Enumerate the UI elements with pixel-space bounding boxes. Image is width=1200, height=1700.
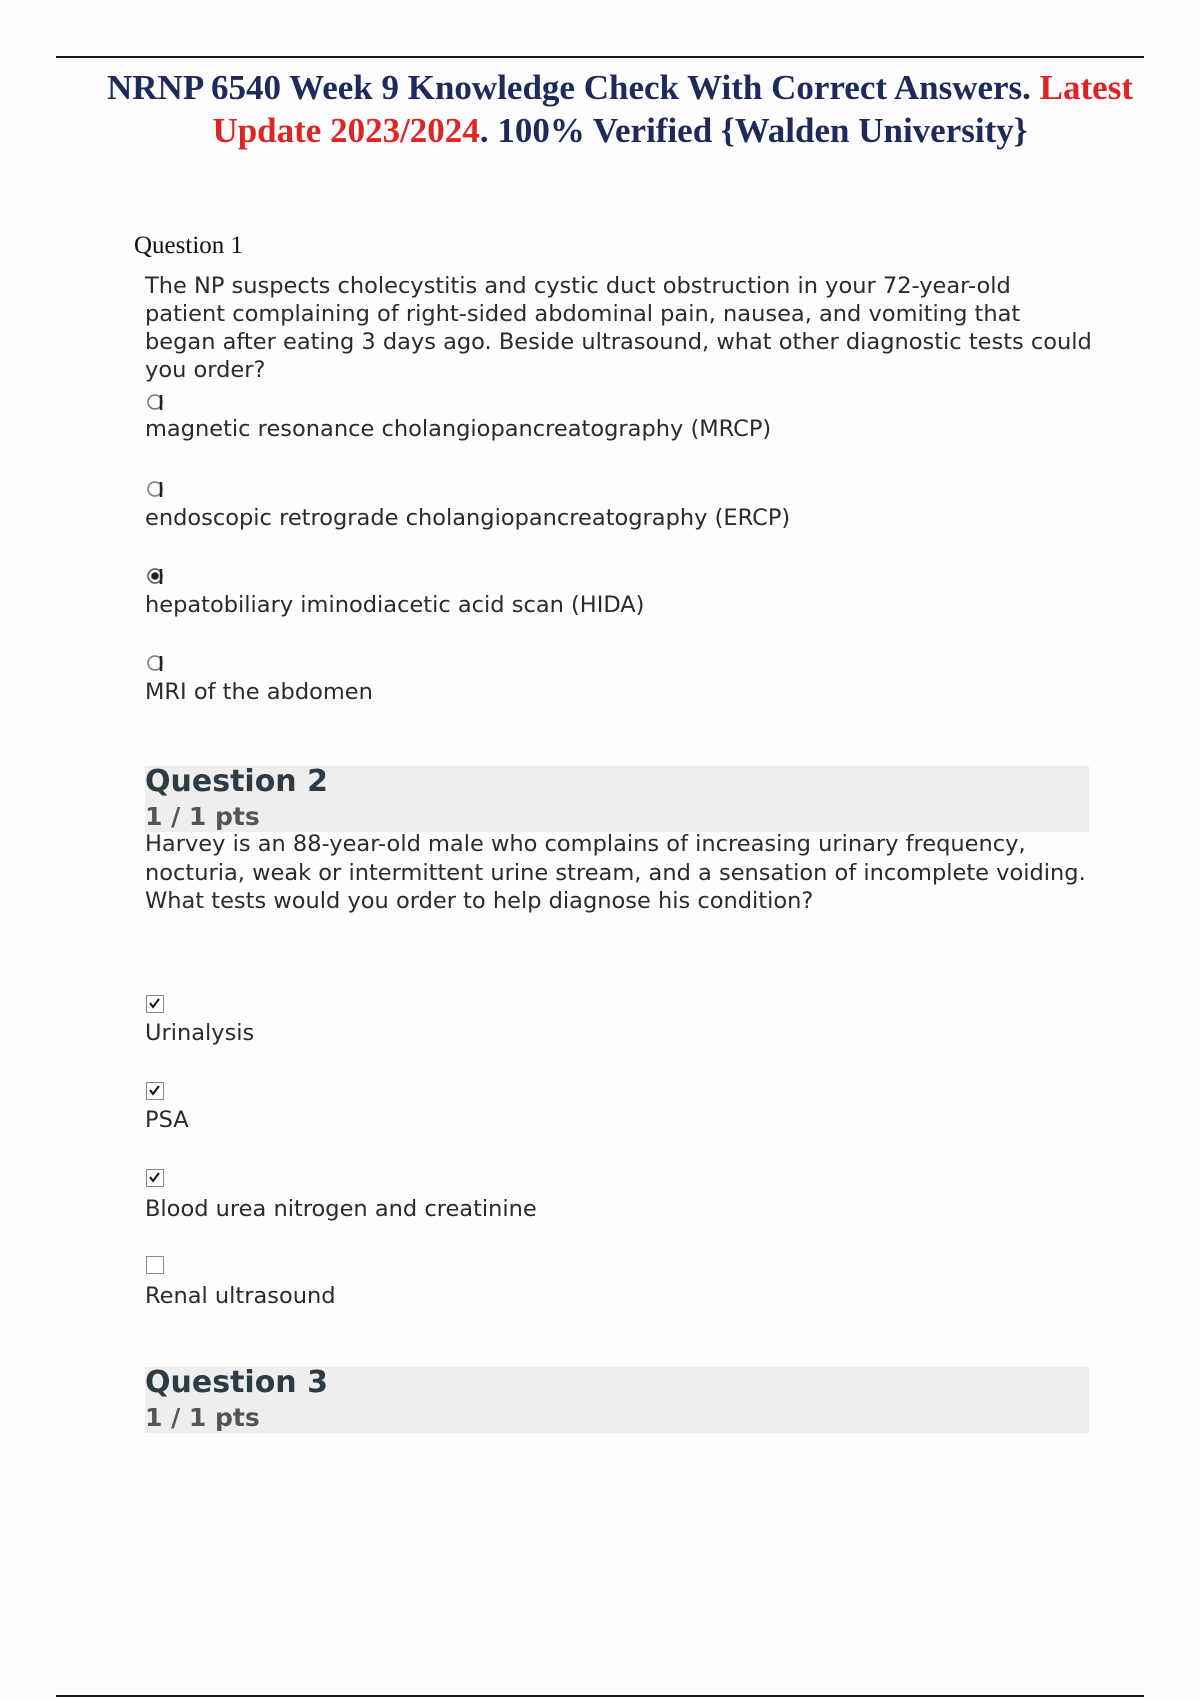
q1-option-3-radio[interactable]: [146, 567, 168, 589]
question-1-text: The NP suspects cholecystitis and cystic duct obstruction in your 72-year-old patient complaining of right-sided abdominal pain, nausea, and vomiting that began after eating 3 days ago. Beside ultrasound, what other diagnostic tests could you order?: [145, 273, 1092, 383]
q2-option-4-checkbox[interactable]: [146, 1256, 164, 1274]
title-part1: NRNP 6540 Week 9 Knowledge Check With Correct Answers.: [107, 68, 1040, 107]
q1-option-2-radio[interactable]: [146, 480, 168, 502]
q2-option-4-label: Renal ultrasound: [145, 1283, 336, 1309]
title-update-highlight: Latest Update 2023/2024: [212, 68, 1133, 150]
question-3-title: Question 3: [145, 1365, 328, 1400]
q1-option-4-label: MRI of the abdomen: [145, 679, 373, 705]
bottom-rule: [56, 1695, 1144, 1697]
question-3-points: 1 / 1 pts: [145, 1403, 260, 1432]
checkmark-icon: [148, 1171, 161, 1184]
q1-option-1-radio[interactable]: [146, 393, 168, 415]
title-part2: . 100% Verified {Walden University}: [479, 111, 1028, 150]
q1-option-2-label: endoscopic retrograde cholangiopancreatography (ERCP): [145, 505, 791, 531]
q2-option-1-checkbox[interactable]: [146, 995, 164, 1013]
q1-option-1-label: magnetic resonance cholangiopancreatography (MRCP): [145, 416, 772, 442]
radio-selected-icon: [146, 567, 164, 585]
radio-unselected-icon: [146, 393, 164, 411]
question-2-text: Harvey is an 88-year-old male who complains of increasing urinary frequency, nocturia, weak or intermittent urine stream, and a sensation of incomplete voiding. What tests would you order to help diagnose his condition?: [145, 831, 1086, 914]
question-1-label: Question 1: [134, 232, 244, 259]
radio-unselected-icon: [146, 480, 164, 498]
radio-unselected-icon: [146, 654, 164, 672]
question-2-points: 1 / 1 pts: [145, 802, 260, 831]
q2-option-2-checkbox[interactable]: [146, 1082, 164, 1100]
checkmark-icon: [148, 1084, 161, 1097]
q1-option-4-radio[interactable]: [146, 654, 168, 676]
top-rule: [56, 56, 1144, 58]
q2-option-2-label: PSA: [145, 1107, 189, 1133]
q2-option-3-label: Blood urea nitrogen and creatinine: [145, 1196, 537, 1222]
q1-option-3-label: hepatobiliary iminodiacetic acid scan (HIDA): [145, 592, 645, 618]
checkmark-icon: [148, 997, 161, 1010]
q2-option-1-label: Urinalysis: [145, 1020, 255, 1046]
q2-option-3-checkbox[interactable]: [146, 1169, 164, 1187]
question-3-header: [145, 1367, 1089, 1433]
question-2-header: [145, 766, 1089, 832]
document-title: [100, 66, 1140, 152]
question-2-title: Question 2: [145, 764, 328, 799]
